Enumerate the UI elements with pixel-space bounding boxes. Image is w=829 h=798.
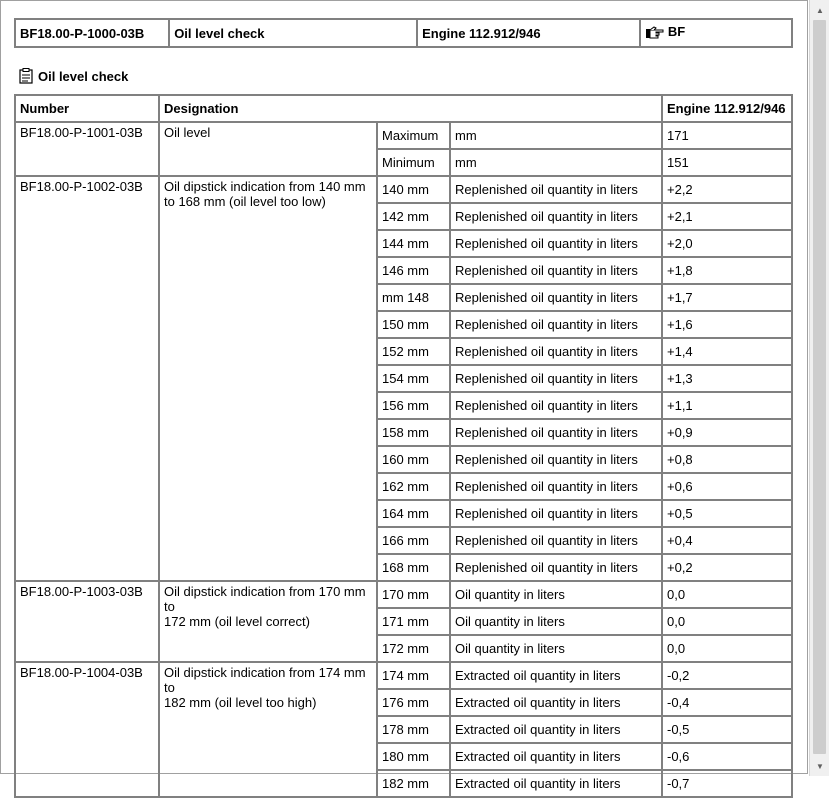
engine-value-cell: +0,2: [662, 554, 792, 581]
oil-level-table: [14, 94, 793, 798]
table-row: [15, 662, 792, 689]
engine-value-cell: +2,1: [662, 203, 792, 230]
section-heading: [19, 68, 128, 84]
table-row: [15, 581, 792, 608]
measure-cell: Minimum: [377, 149, 450, 176]
row-number: BF18.00-P-1001-03B: [15, 122, 159, 176]
designation-line: to: [164, 680, 175, 695]
engine-value-cell: +0,5: [662, 500, 792, 527]
engine-value-cell: +1,3: [662, 365, 792, 392]
quantity-label-cell: Oil quantity in liters: [450, 608, 662, 635]
measure-cell: 140 mm: [377, 176, 450, 203]
column-header-designation: Designation: [159, 95, 662, 122]
quantity-label-cell: Extracted oil quantity in liters: [450, 743, 662, 770]
measure-cell: 162 mm: [377, 473, 450, 500]
quantity-label-cell: Extracted oil quantity in liters: [450, 689, 662, 716]
measure-cell: 142 mm: [377, 203, 450, 230]
engine-value-cell: +1,6: [662, 311, 792, 338]
pointing-hand-icon: [645, 25, 665, 39]
row-number: BF18.00-P-1002-03B: [15, 176, 159, 581]
engine-value-cell: 0,0: [662, 581, 792, 608]
quantity-label-cell: mm: [450, 149, 662, 176]
engine-value-cell: +2,0: [662, 230, 792, 257]
bf-link[interactable]: [640, 19, 792, 47]
measure-cell: 171 mm: [377, 608, 450, 635]
quantity-label-cell: Oil quantity in liters: [450, 581, 662, 608]
column-header-number: Number: [15, 95, 159, 122]
measure-cell: 180 mm: [377, 743, 450, 770]
measure-cell: 170 mm: [377, 581, 450, 608]
quantity-label-cell: Replenished oil quantity in liters: [450, 311, 662, 338]
quantity-label-cell: Replenished oil quantity in liters: [450, 446, 662, 473]
scrollbar-thumb[interactable]: [813, 20, 826, 754]
row-designation: [159, 581, 377, 662]
engine-value-cell: -0,7: [662, 770, 792, 797]
engine-value-cell: +0,6: [662, 473, 792, 500]
engine-value-cell: +2,2: [662, 176, 792, 203]
quantity-label-cell: mm: [450, 122, 662, 149]
scroll-up-icon[interactable]: ▲: [816, 5, 824, 15]
engine-value-cell: 171: [662, 122, 792, 149]
measure-cell: 154 mm: [377, 365, 450, 392]
quantity-label-cell: Replenished oil quantity in liters: [450, 284, 662, 311]
engine-value-cell: -0,4: [662, 689, 792, 716]
engine-value-cell: +0,8: [662, 446, 792, 473]
quantity-label-cell: Replenished oil quantity in liters: [450, 203, 662, 230]
quantity-label-cell: Oil quantity in liters: [450, 635, 662, 662]
quantity-label-cell: Replenished oil quantity in liters: [450, 500, 662, 527]
quantity-label-cell: Replenished oil quantity in liters: [450, 419, 662, 446]
quantity-label-cell: Replenished oil quantity in liters: [450, 365, 662, 392]
table-row: [15, 122, 792, 149]
section-title: Oil level check: [38, 68, 129, 84]
row-designation: Oil level: [159, 122, 377, 176]
measure-cell: 172 mm: [377, 635, 450, 662]
quantity-label-cell: Replenished oil quantity in liters: [450, 554, 662, 581]
engine-value-cell: -0,2: [662, 662, 792, 689]
measure-cell: 182 mm: [377, 770, 450, 797]
quantity-label-cell: Extracted oil quantity in liters: [450, 716, 662, 743]
engine-value-cell: -0,6: [662, 743, 792, 770]
engine-value-cell: 0,0: [662, 635, 792, 662]
designation-line: Oil dipstick indication from 174 mm: [164, 665, 366, 680]
quantity-label-cell: Replenished oil quantity in liters: [450, 257, 662, 284]
doc-title: Oil level check: [169, 19, 417, 47]
engine-value-cell: +1,1: [662, 392, 792, 419]
measure-cell: 166 mm: [377, 527, 450, 554]
quantity-label-cell: Replenished oil quantity in liters: [450, 338, 662, 365]
bf-label: BF: [667, 24, 686, 40]
measure-cell: Maximum: [377, 122, 450, 149]
quantity-label-cell: Extracted oil quantity in liters: [450, 770, 662, 797]
designation-line: 172 mm (oil level correct): [164, 614, 310, 629]
document-header: [14, 18, 793, 48]
quantity-label-cell: Replenished oil quantity in liters: [450, 176, 662, 203]
designation-line: 182 mm (oil level too high): [164, 695, 317, 710]
measure-cell: 160 mm: [377, 446, 450, 473]
measure-cell: 174 mm: [377, 662, 450, 689]
engine-value-cell: +1,7: [662, 284, 792, 311]
measure-cell: 158 mm: [377, 419, 450, 446]
engine-value-cell: +0,9: [662, 419, 792, 446]
row-number: BF18.00-P-1003-03B: [15, 581, 159, 662]
measure-cell: 168 mm: [377, 554, 450, 581]
measure-cell: 146 mm: [377, 257, 450, 284]
scroll-down-icon[interactable]: ▼: [816, 761, 824, 771]
doc-number: BF18.00-P-1000-03B: [15, 19, 169, 47]
measure-cell: 176 mm: [377, 689, 450, 716]
engine-value-cell: -0,5: [662, 716, 792, 743]
measure-cell: 164 mm: [377, 500, 450, 527]
quantity-label-cell: Replenished oil quantity in liters: [450, 392, 662, 419]
row-designation: Oil dipstick indication from 140 mm to 168 mm (oil level too low): [159, 176, 377, 581]
column-header-engine: Engine 112.912/946: [662, 95, 792, 122]
quantity-label-cell: Extracted oil quantity in liters: [450, 662, 662, 689]
row-designation: [159, 662, 377, 797]
row-number: BF18.00-P-1004-03B: [15, 662, 159, 797]
engine-label: Engine 112.912/946: [417, 19, 640, 47]
engine-value-cell: +1,8: [662, 257, 792, 284]
measure-cell: 152 mm: [377, 338, 450, 365]
quantity-label-cell: Replenished oil quantity in liters: [450, 230, 662, 257]
measure-cell: 150 mm: [377, 311, 450, 338]
quantity-label-cell: Replenished oil quantity in liters: [450, 473, 662, 500]
vertical-scrollbar[interactable]: [809, 0, 829, 776]
designation-line: to: [164, 599, 175, 614]
engine-value-cell: +1,4: [662, 338, 792, 365]
measure-cell: 144 mm: [377, 230, 450, 257]
measure-cell: 178 mm: [377, 716, 450, 743]
designation-line: Oil dipstick indication from 170 mm: [164, 584, 366, 599]
table-row: [15, 176, 792, 203]
checklist-icon: [19, 68, 33, 84]
measure-cell: 156 mm: [377, 392, 450, 419]
engine-value-cell: 0,0: [662, 608, 792, 635]
engine-value-cell: 151: [662, 149, 792, 176]
engine-value-cell: +0,4: [662, 527, 792, 554]
table-header-row: [15, 95, 792, 122]
quantity-label-cell: Replenished oil quantity in liters: [450, 527, 662, 554]
measure-cell: mm 148: [377, 284, 450, 311]
